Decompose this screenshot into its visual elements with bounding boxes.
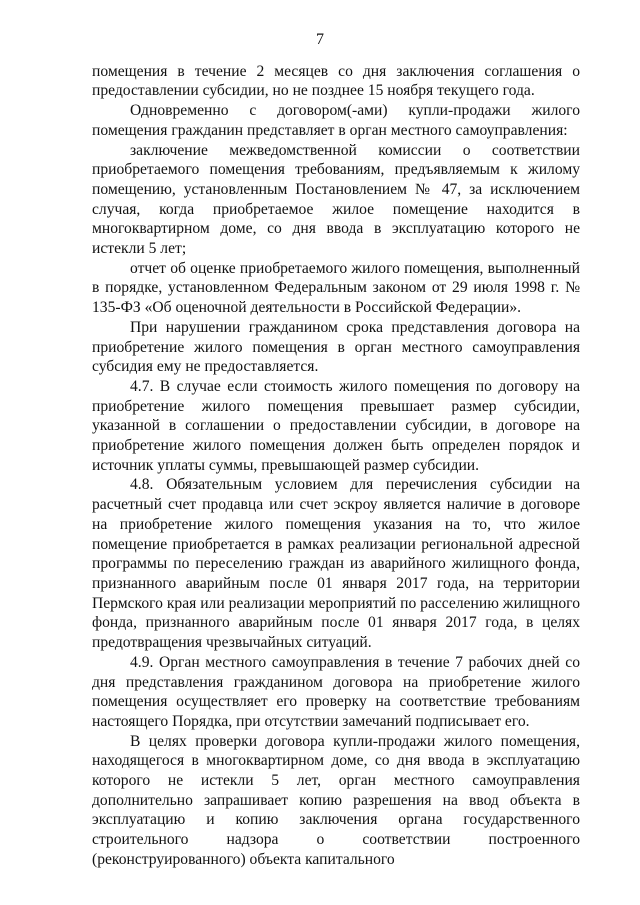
paragraph-deadline-violation: При нарушении гражданином срока представления договора на приобретение жилого помещения в орган местного самоуправления субсидия ему не предоставляется.: [92, 318, 580, 376]
paragraph-section-4-7: 4.7. В случае если стоимость жилого помещения по договору на приобретение жилого помещения превышает размер субсидии, указанной в соглашении о предоставлении субсидии, в договоре на приобретение жилого помещения должен быть определен порядок и источник уплаты суммы, превышающей размер субсидии.: [92, 377, 580, 474]
paragraph-continuation: помещения в течение 2 месяцев со дня заключения соглашения о предоставлении субсидии, но не позднее 15 ноября текущего года.: [92, 62, 580, 100]
paragraph-section-4-8: 4.8. Обязательным условием для перечисления субсидии на расчетный счет продавца или счет эскроу является наличие в договоре на приобретение жилого помещения указания на то, что жилое помещение приобретается в рамках реализации региональной адресной программы по переселению граждан из аварийного жилищного фонда, признанного аварийным после 01 января 2017 года, на территории Пермского края или реализации мероприятий по расселению жилищного фонда, признанного аварийным после 01 января 2017 года, в целях предотвращения чрезвычайных ситуаций.: [92, 476, 580, 652]
paragraph-verification: В целях проверки договора купли-продажи жилого помещения, находящегося в многоквартирном доме, со дня ввода в эксплуатацию которого не истекли 5 лет, орган местного самоуправления дополнительно запрашивает копию разрешения на ввод объекта в эксплуатацию и копию заключения органа государственного строительного надзора о соответствии построенного (реконструированного) объекта капитального: [92, 732, 580, 868]
page-number: 7: [316, 31, 324, 48]
paragraph-commission-conclusion: заключение межведомственной комиссии о соответствии приобретаемого помещения требованиям, предъявляемым к жилому помещению, установленным Постановлением № 47, за исключением случая, когда приобретаемое жилое помещение находится в многоквартирном доме, со дня ввода в эксплуатацию которого не истекли 5 лет;: [92, 141, 580, 258]
paragraph-section-4-9: 4.9. Орган местного самоуправления в течение 7 рабочих дней со дня представления гражданином договора на приобретение жилого помещения осуществляет его проверку на соответствие требованиям настоящего Порядка, при отсутствии замечаний подписывает его.: [92, 653, 580, 730]
document-body: [92, 62, 580, 870]
paragraph-valuation-report: отчет об оценке приобретаемого жилого помещения, выполненный в порядке, установленном Федеральным законом от 29 июля 1998 г. № 135-ФЗ «Об оценочной деятельности в Российской Федерации».: [92, 259, 580, 317]
paragraph-documents-intro: Одновременно с договором(-ами) купли-продажи жилого помещения гражданин представляет в орган местного самоуправления:: [92, 102, 580, 139]
